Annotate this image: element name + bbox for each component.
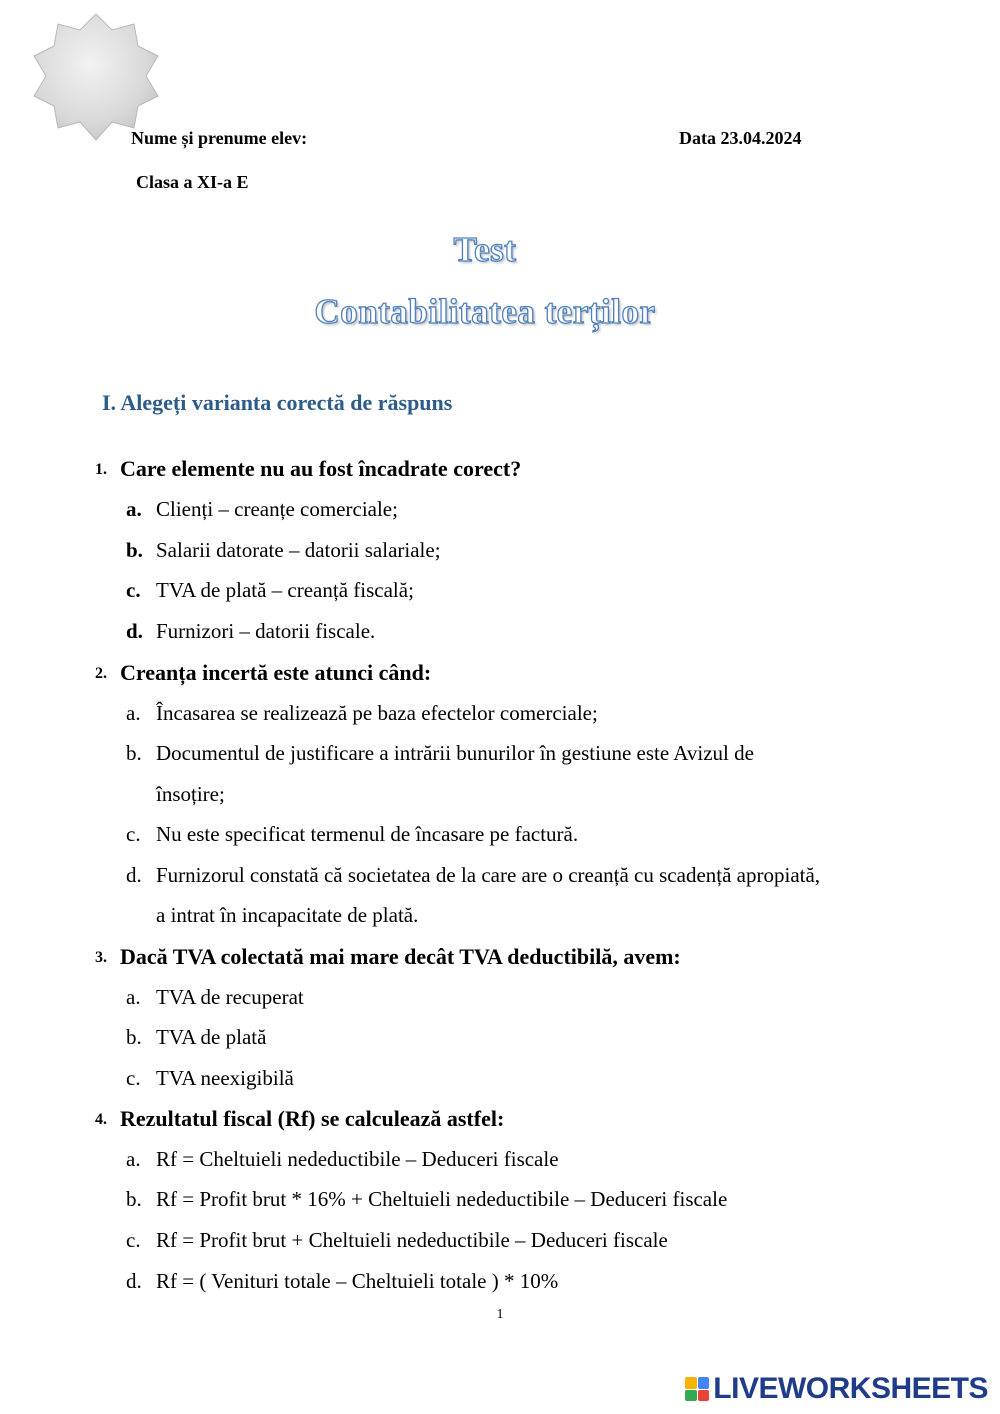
option-letter: b. (126, 538, 143, 562)
option-letter: a. (126, 1147, 141, 1171)
test-date-label: Data 23.04.2024 (679, 128, 802, 148)
option-text: Salarii datorate – datorii salariale; (156, 538, 441, 562)
class-label: Clasa a XI-a E (136, 172, 249, 192)
question-text: Care elemente nu au fost încadrate corect? (120, 456, 522, 481)
liveworksheets-logo-icon (685, 1377, 709, 1401)
option-text: Rf = Profit brut + Cheltuieli nedeductibile – Deduceri fiscale (156, 1228, 668, 1252)
question-text: Dacă TVA colectată mai mare decât TVA deductibilă, avem: (120, 944, 681, 969)
starburst-badge-icon (26, 12, 166, 142)
question-number: 1. (95, 461, 107, 478)
option-letter: a. (126, 701, 141, 725)
option-letter: b. (126, 1187, 142, 1211)
option-text: Furnizori – datorii fiscale. (156, 619, 376, 643)
option-letter: a. (126, 985, 141, 1009)
page-subtitle: Contabilitatea terților (314, 292, 656, 331)
option-letter: d. (126, 1269, 142, 1293)
option-letter: c. (126, 578, 141, 602)
option-text: Rf = ( Venituri totale – Cheltuieli totale ) * 10% (156, 1269, 559, 1293)
option-letter: b. (126, 741, 142, 765)
option-text: Furnizorul constată că societatea de la care are o creanță cu scadență apropiată, (156, 863, 821, 887)
option-letter: c. (126, 822, 141, 846)
option-text: TVA de plată (156, 1025, 267, 1049)
question-text: Creanța incertă este atunci când: (120, 660, 432, 685)
question-number: 2. (95, 665, 107, 682)
option-text-continuation: a intrat în incapacitate de plată. (156, 903, 419, 927)
option-text: Rf = Profit brut * 16% + Cheltuieli nedeductibile – Deduceri fiscale (156, 1187, 728, 1211)
option-text: TVA de plată – creanță fiscală; (156, 578, 414, 602)
page-title: Test (453, 230, 517, 269)
option-letter: d. (126, 619, 143, 643)
option-letter: c. (126, 1228, 141, 1252)
question-number: 4. (95, 1111, 107, 1128)
option-letter: c. (126, 1066, 141, 1090)
student-name-label: Nume și prenume elev: (131, 128, 308, 148)
question-number: 3. (95, 949, 107, 966)
option-letter: a. (126, 497, 142, 521)
option-text: Rf = Cheltuieli nedeductibile – Deduceri fiscale (156, 1147, 559, 1171)
option-letter: b. (126, 1025, 142, 1049)
option-text: Nu este specificat termenul de încasare pe factură. (156, 822, 579, 846)
option-text: TVA de recuperat (156, 985, 304, 1009)
page-number: 1 (496, 1307, 504, 1322)
option-text: Încasarea se realizează pe baza efectelor comerciale; (156, 701, 598, 725)
option-text: Clienți – creanțe comerciale; (156, 497, 398, 521)
brand-name: LIVEWORKSHEETS (713, 1372, 988, 1405)
section-heading: I. Alegeți varianta corectă de răspuns (102, 390, 453, 415)
option-text-continuation: însoțire; (156, 782, 225, 806)
question-text: Rezultatul fiscal (Rf) se calculează astfel: (120, 1106, 505, 1131)
option-text: TVA neexigibilă (156, 1066, 294, 1090)
option-text: Documentul de justificare a intrării bunurilor în gestiune este Avizul de (156, 741, 754, 765)
brand-watermark (685, 1372, 988, 1406)
option-letter: d. (126, 863, 142, 887)
